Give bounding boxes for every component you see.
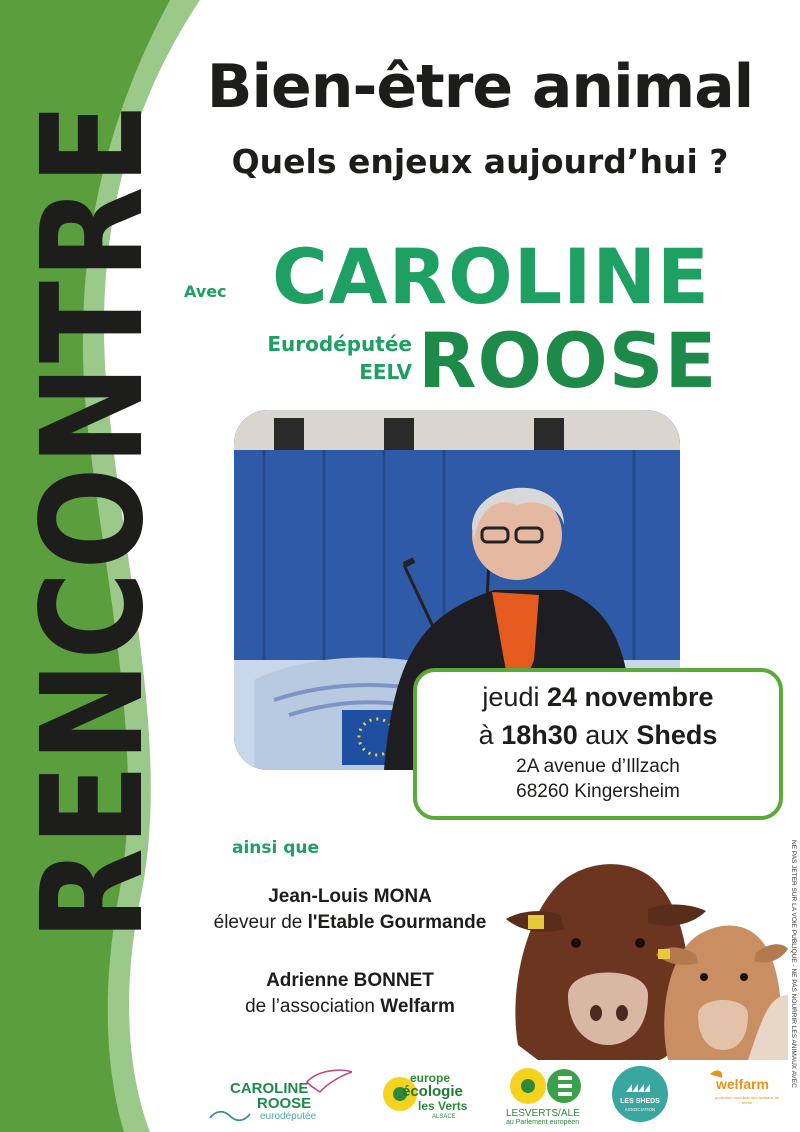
event-time: 18h30 bbox=[501, 720, 578, 750]
logo-eelv-line4: ALSACE bbox=[432, 1114, 456, 1120]
speaker-role bbox=[232, 330, 412, 386]
speaker-role-line1: Eurodéputée bbox=[267, 332, 412, 356]
guest-name: Adrienne BONNET bbox=[266, 970, 434, 991]
poster-title: Bien-être animal bbox=[206, 52, 754, 122]
logo-eelv-line1: europe bbox=[410, 1071, 451, 1085]
guest-role-prefix: de l’association bbox=[245, 996, 375, 1017]
event-at-place: aux bbox=[585, 720, 629, 750]
guest-role-prefix: éleveur de bbox=[213, 912, 303, 933]
speaker-with-label: Avec bbox=[184, 282, 227, 301]
event-info-box bbox=[413, 668, 783, 820]
guest-item bbox=[200, 968, 500, 1020]
event-date-line bbox=[417, 678, 779, 716]
logo-welfarm-line2: protection mondiale des animaux de ferme bbox=[714, 1095, 780, 1105]
logo-eelv-line3: les Verts bbox=[418, 1099, 468, 1113]
legal-note: NE PAS JETER SUR LA VOIE PUBLIQUE - NE PAS NOURRIR LES ANIMAUX AVEC bbox=[790, 840, 797, 1088]
logo-eelv-line2: écologie bbox=[402, 1083, 463, 1100]
event-place: Sheds bbox=[636, 720, 718, 750]
guest-name: Jean-Louis MONA bbox=[268, 886, 432, 907]
band-word-container bbox=[0, 0, 200, 1132]
caroline-roose-logo bbox=[202, 1062, 352, 1128]
logo-verts-line2: au Parlement européen bbox=[506, 1119, 580, 1126]
poster-subtitle: Quels enjeux aujourd’hui ? bbox=[231, 142, 729, 181]
logo-caroline-line1: CAROLINE bbox=[230, 1080, 309, 1097]
event-at: à bbox=[478, 720, 494, 750]
green-side-band bbox=[0, 0, 200, 1132]
event-address: 2A avenue d’Illzach bbox=[516, 756, 680, 777]
event-day: jeudi bbox=[482, 682, 540, 712]
verts-ale-logo bbox=[500, 1062, 600, 1128]
partner-logos bbox=[200, 1062, 800, 1132]
logo-welfarm-line1: welfarm bbox=[716, 1076, 769, 1092]
logo-caroline-line3: eurodéputée bbox=[260, 1111, 317, 1122]
guests-intro: ainsi que bbox=[232, 838, 320, 858]
les-sheds-logo bbox=[610, 1062, 670, 1128]
speaker-first-name: CAROLINE bbox=[272, 232, 710, 321]
event-city: 68260 Kingersheim bbox=[516, 781, 680, 802]
logo-sheds-line2: ASSOCIATION bbox=[624, 1107, 656, 1112]
welfarm-logo bbox=[696, 1062, 786, 1128]
guest-organization: l'Etable Gourmande bbox=[307, 912, 487, 933]
logo-caroline-line2: ROOSE bbox=[257, 1095, 312, 1112]
sunflower-e-icon bbox=[500, 1062, 600, 1108]
speaker-last-name: ROOSE bbox=[418, 316, 718, 405]
event-time-line bbox=[417, 716, 779, 754]
logo-sheds-line1: LES SHEDS bbox=[620, 1098, 660, 1105]
guest-organization: Welfarm bbox=[380, 996, 455, 1017]
speaker-role-line2: EELV bbox=[359, 360, 412, 384]
rencontre-word: RENCONTRE bbox=[11, 101, 175, 941]
cows-image bbox=[498, 845, 788, 1060]
guest-item bbox=[200, 884, 500, 936]
logo-verts-line1: LESVERTS/ALE bbox=[506, 1108, 580, 1119]
event-date: 24 novembre bbox=[546, 682, 714, 712]
sheds-roof-icon bbox=[610, 1062, 670, 1128]
eelv-logo bbox=[380, 1062, 490, 1128]
